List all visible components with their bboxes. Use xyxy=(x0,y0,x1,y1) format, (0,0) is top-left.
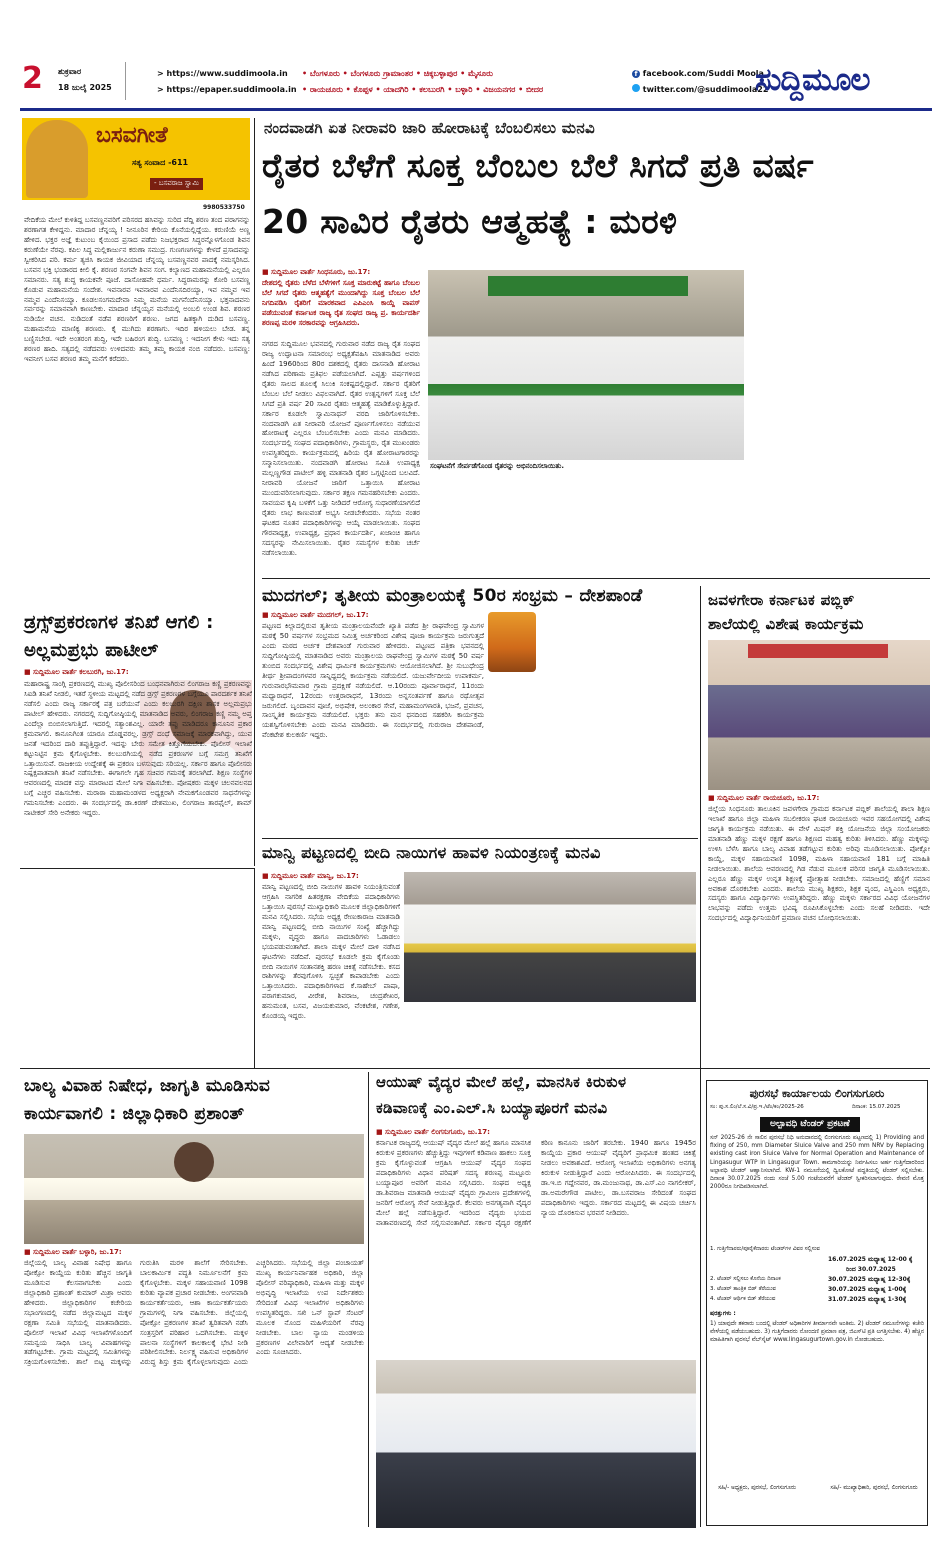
website-link[interactable]: > https://www.suddimoola.in xyxy=(157,69,288,78)
tender-conditions-title: ಷರತ್ತುಗಳು : xyxy=(710,1310,736,1317)
drugs-dateline: ■ ಸುದ್ದಿಮೂಲ ವಾರ್ತೆ ಕಲಬುರಗಿ, ಜು.17: xyxy=(24,668,129,676)
javal-body: ಜಿಲ್ಲೆಯ ಸಿಂಧನೂರು ತಾಲೂಕಿನ ಜವಳಗೇರಾ ಗ್ರಾಮದ ಕರ್ನಾಟಕ ಪಬ್ಲಿಕ್ ಶಾಲೆಯಲ್ಲಿ ಶಾಲಾ ಶಿಕ್ಷಣ ಇಲಾಖೆ ಹಾಗೂ ಜಿಲ್ಲಾ ಮಹಿಳಾ ಸಬಲೀಕರಣ ಘಟಕ ರಾಯಚೂರು ಇವರ ಸಹಯೋಗದಲ್ಲಿ ವಿಶೇಷ ಜಾಗೃತಿ ಕಾರ್ಯಕ್ರಮ ನಡೆಯಿತು. ಈ ವೇಳೆ ಮಿಷನ್ ಶಕ್ತಿ ಯೋಜನೆಯ ಜಿಲ್ಲಾ ಸಂಯೋಜಕರು ಮಾತನಾಡಿ ಹೆಣ್ಣು ಮಕ್ಕಳ ರಕ್ಷಣೆ ಹಾಗೂ ಶಿಕ್ಷಣದ ಮಹತ್ವ ಕುರಿತು ತಿಳಿಸಿದರು. ಹೆಣ್ಣು ಮಕ್ಕಳನ್ನು ಉಳಿಸಿ ಬೆಳೆಸಿ ಹಾಗೂ ಬಾಲ್ಯ ವಿವಾಹ ತಡೆಗಟ್ಟುವ ಕುರಿತು ಅರಿವು ಮೂಡಿಸಲಾಯಿತು. ಪೋಕ್ಸೋ ಕಾಯ್ದೆ, ಮಕ್ಕಳ ಸಹಾಯವಾಣಿ 1098, ಮಹಿಳಾ ಸಹಾಯವಾಣಿ 181 ಬಗ್ಗೆ ಮಾಹಿತಿ ನೀಡಲಾಯಿತು. ಶಾಲೆಯ ಆವರಣದಲ್ಲಿ ಗಿಡ ನೆಡುವ ಮೂಲಕ ಪರಿಸರ ಜಾಗೃತಿ ಮೂಡಿಸಲಾಯಿತು. ಎಲ್ಲರೂ ಹೆಣ್ಣು ಮಕ್ಕಳ ಉನ್ನತ ಶಿಕ್ಷಣಕ್ಕೆ ಪ್ರೋತ್ಸಾಹ ನೀಡಬೇಕು. ಸಮಾಜದಲ್ಲಿ ಹೆಣ್ಣಿಗೆ ಸಮಾನ ಅವಕಾಶ ದೊರಕಬೇಕು ಎಂದರು. ಶಾಲೆಯ ಮುಖ್ಯ ಶಿಕ್ಷಕರು, ಶಿಕ್ಷಕ ವೃಂದ, ಎಸ್ಡಿಎಂಸಿ ಅಧ್ಯಕ್ಷರು, ಸದಸ್ಯರು ಹಾಗೂ ವಿದ್ಯಾರ್ಥಿಗಳು ಉಪಸ್ಥಿತರಿದ್ದರು. ಹೆಣ್ಣು ಮಕ್ಕಳು ಸರ್ಕಾರದ ವಿವಿಧ ಯೋಜನೆಗಳ ಲಾಭವನ್ನು ಪಡೆದು ಉತ್ತಮ ಭವಿಷ್ಯ ರೂಪಿಸಿಕೊಳ್ಳಬೇಕು ಎಂದು ಸಲಹೆ ನೀಡಿದರು. ಇದೇ ಸಂದರ್ಭದಲ್ಲಿ ವಿದ್ಯಾರ್ಥಿನಿಯರಿಗೆ ಪ್ರಮಾಣ ವಚನ ಬೋಧಿಸಲಾಯಿತು. xyxy=(708,805,930,923)
basava-body: ವೇದಿಕೆಯ ಮೇಲೆ ಕುಳಿತಿದ್ದ ಬಸವಣ್ಣನವರಿಗೆ ಪರಿಸರದ ಹಸಿವನ್ನು ಸುರಿದ ಪೆದ್ದಿ ಶರಣ ತಂದ ಪರಾಗನನ್ನು ಶರಣಾಗತ ಕೇಳಿದ್ದನು. ಮಾದಾರ ಚೆನ್ನಯ್ಯ ! ನೀನೂರಿನ ಕೇರಿಯ ಕೊನೆಯಲ್ಲಿದ್ದೆಯ. ಕರುಣಿಯೆ ಅಣ್ಣ ಹೇಳಿದ. ಭಕ್ತರ ಅಜ್ಞೆ ಕುಟುಂಬ ಕೈಯಿಂದ ಪ್ರಸಾದ ಪಡೆದು ನಿಜಭಕ್ತರಾದ ಸಿದ್ಧರನ್ನೊಳಗೊಂಡ ಶಿವನ ಕರುಣೆಯೇ ನೆರವು. ಕಪಿಲ ಸಿದ್ಧ ಮಲ್ಲಿಕಾರ್ಜುನ ಕರುಣಾ ಸಮುದ್ರ. ಗುಣಗಣಗಳನ್ನು ಕೇಳದೆ ಪ್ರಸಾದವನ್ನು ಸ್ವೀಕರಿಸಿದ ಪರಿ. ಕರ್ಮ ತ್ಯಜಿಸಿ ಕಾಯಕ ಜೀವಿಯಾದ ಚೆನ್ನಯ್ಯ ಬಸವಣ್ಣನವರ ಪಾದಕ್ಕೆ ನಮಸ್ಕರಿಸಿದ. ಬಸವನ ಭಕ್ತಿ ಭಂಡಾರದ ಕೀಲಿ ಕೈ. ಶರಣರ ಸಂಗವೇ ಶಿವನ ಸಂಗ. ಕಲ್ಯಾಣದ ಮಹಾಮನೆಯಲ್ಲಿ ಎಲ್ಲರೂ ಸಮಾನರು. ಸತ್ಯ ಶುದ್ಧ ಕಾಯಕವೇ ಪೂಜೆ. ದಾಸೋಹವೇ ಧರ್ಮ. ಸಿದ್ಧರಾಮರನ್ನು ಕೋರಿ ಬಸವಣ್ಣ ಕೊಡುವ ಮಹಾಮನೆಯ ಸಂದೇಶ. ಇವನಾರವ ಇವನಾರವ ಎಂದೆನಿಸದಿರಯ್ಯಾ, ಇವ ನಮ್ಮವ ಇವ ನಮ್ಮವ ಎಂದೆನಿಸಯ್ಯಾ. ಕೂಡಲಸಂಗಮದೇವಾ ನಿಮ್ಮ ಮನೆಯ ಮಗನೆಂದೆನಿಸಯ್ಯಾ. ಭಕ್ತನಾದವನು ಸರ್ವರನ್ನು ಸಮಾನವಾಗಿ ಕಾಣಬೇಕು. ಮಾದಾರ ಚೆನ್ನಯ್ಯನ ಮನೆಯಲ್ಲಿ ಅಂಬಲಿ ಉಂಡ ಶಿವ. ಶರಣರ ನುಡಿಯೇ ವಚನ. ನುಡಿದಂತೆ ನಡೆವ ಶರಣರಿಗೆ ಶರಣು. ಜಗದ ಹಿತಕ್ಕಾಗಿ ದುಡಿದ ಬಸವಣ್ಣ. ಮಹಾಮನೆಯ ಮಾಣಿಕ್ಯ ಶರಣರು. ಕೈ ಮುಗಿದು ಶರಣಾಗು. ಇದಿರ ಹಳಿಯಲು ಬೇಡ. ತನ್ನ ಬಣ್ಣಿಸಬೇಡ. ಇದೇ ಅಂತರಂಗ ಶುದ್ಧಿ, ಇದೇ ಬಹಿರಂಗ ಶುದ್ಧಿ. ಬಸವಣ್ಣ : ಇದನೀಗ ಕೇಳು ಇದು ಸತ್ಯ ಶರಣರ ಹಾದಿ. ಸತ್ಯದಲ್ಲಿ ನಡೆದವರು ಉಳಿದವರು ತಮ್ಮ ತಮ್ಮ ಕಾಯಕ ನಂಬಿ ನಡೆದರು. ಬಸವಣ್ಣ: ಇವನೀಗ ಬಸವ ಶರಣರ ತಮ್ಮ ಮನೆಗೆ ಕರೆದರು. xyxy=(24,216,250,364)
javal-photo xyxy=(708,640,930,790)
tender-ref: ಸಂ: ಪು.ಸ.ಲಿಂ/ಲೆ.ಸ.ವಿ/ಪ್ರ.ಇ./ಟೆಂ/ಕಂ/2025-26 xyxy=(710,1104,804,1110)
lead-photo xyxy=(428,270,744,460)
lead-caption: ಸಂಘಟನೆಗೆ ಸೇರ್ಪಡೆಗೊಂಡ ರೈತರನ್ನು ಅಭಿನಂದಿಸಲಾಯಿತು. xyxy=(430,462,565,470)
mudgal-dateline: ■ ಸುದ್ದಿಮೂಲ ವಾರ್ತೆ ಮುದಗಲ್, ಜು.17: xyxy=(262,611,369,619)
manvi-dateline: ■ ಸುದ್ದಿಮೂಲ ವಾರ್ತೆ ಮಾನ್ವಿ, ಜು.17: xyxy=(262,872,359,880)
twitter-icon xyxy=(632,84,640,92)
tender-signature-2: ಸಹಿ/- ಮುಖ್ಯಾಧಿಕಾರಿ, ಪುರಸಭೆ, ಲಿಂಗಸುಗೂರು xyxy=(830,1485,918,1491)
lead-headline-1: ರೈತರ ಬೆಳೆಗೆ ಸೂಕ್ತ ಬೆಂಬಲ ಬೆಲೆ ಸಿಗದೆ ಪ್ರತಿ ವರ್ಷ xyxy=(262,146,814,185)
basava-phone: 9980533750 xyxy=(203,204,245,211)
tender-signature-1: ಸಹಿ/- ಅಧ್ಯಕ್ಷರು, ಪುರಸಭೆ, ಲಿಂಗಸುಗೂರು xyxy=(718,1485,796,1491)
lead-dateline: ■ ಸುದ್ದಿಮೂಲ ವಾರ್ತೆ ಸಿಂಧನೂರು, ಜು.17: xyxy=(262,268,371,276)
manvi-body-2 xyxy=(404,1004,696,1064)
mudgal-body-2 xyxy=(540,612,696,834)
tender-notice-title: ಅಲ್ಪಾವಧಿ ಟೆಂಡರ್ ಪ್ರಕಟಣೆ xyxy=(760,1117,860,1132)
facebook-link[interactable] xyxy=(632,68,764,79)
facebook-text: facebook.com/Suddi Moola xyxy=(642,69,764,78)
javal-headline-1: ಜವಳಗೇರಾ ಕರ್ನಾಟಕ ಪಬ್ಲಿಕ್ xyxy=(708,591,855,609)
ayush-dateline: ■ ಸುದ್ದಿಮೂಲ ವಾರ್ತೆ ಲಿಂಗಸುಗೂರು, ಜು.17: xyxy=(376,1128,490,1136)
tender-label-1: 2. ಟೆಂಡರ್ ಸಲ್ಲಿಸಲು ಕೊನೆಯ ದಿನಾಂಕ xyxy=(710,1276,781,1282)
tender-dates-title: 1. ಗುತ್ತಿಗೆದಾರರು/ಪೂರೈಕೆದಾರರು ಟೆಂಡರ್‌ಗಳ ವಿವರ ಸಲ್ಲಿಸುವ xyxy=(710,1246,820,1252)
ayush-photo xyxy=(376,1360,696,1528)
mudgal-photo xyxy=(488,612,536,672)
epaper-link[interactable]: > https://epaper.suddimoola.in xyxy=(157,85,297,94)
tender-date-1: 16.07.2025 ಮಧ್ಯಾಹ್ನ 12-00 ಕ್ಕೆ xyxy=(828,1256,913,1263)
manvi-body: ಮಾನ್ವಿ ಪಟ್ಟಣದಲ್ಲಿ ಬೀದಿ ನಾಯಿಗಳ ಹಾವಳಿ ನಿಯಂತ್ರಿಸುವಂತೆ ಆಗ್ರಹಿಸಿ ನಾಗರಿಕ ಹಿತರಕ್ಷಣಾ ವೇದಿಕೆಯ ಪದಾಧಿಕಾರಿಗಳು ಒತ್ತಾಯಿಸಿ ಪುರಸಭೆ ಮುಖ್ಯಾಧಿಕಾರಿ ಮೂಲಕ ಜಿಲ್ಲಾಧಿಕಾರಿಗಳಿಗೆ ಮನವಿ ಸಲ್ಲಿಸಿದರು. ಸಭೆಯ ಅಧ್ಯಕ್ಷ ರೇಣುಕಾರಾಜ ಮಾತನಾಡಿ ಮಾನ್ವಿ ಪಟ್ಟಣದಲ್ಲಿ ಬೀದಿ ನಾಯಿಗಳ ಸಂಖ್ಯೆ ಹೆಚ್ಚಾಗಿದ್ದು ಮಕ್ಕಳು, ವೃದ್ಧರು ಹಾಗೂ ಪಾದಚಾರಿಗಳು ಓಡಾಡಲು ಭಯಪಡುವಂತಾಗಿದೆ. ಶಾಲಾ ಮಕ್ಕಳ ಮೇಲೆ ದಾಳಿ ನಡೆಸಿದ ಘಟನೆಗಳು ನಡೆದಿವೆ. ಪುರಸಭೆ ಕೂಡಲೇ ಕ್ರಮ ಕೈಗೊಂಡು ಬೀದಿ ನಾಯಿಗಳ ಸಂತಾನಶಕ್ತಿ ಹರಣ ಚಿಕಿತ್ಸೆ ನಡೆಸಬೇಕು. ಕಸದ ರಾಶಿಗಳನ್ನು ತೆರವುಗೊಳಿಸಿ ಸ್ವಚ್ಛತೆ ಕಾಪಾಡಬೇಕು ಎಂದು ಒತ್ತಾಯಿಸಿದರು. ಪದಾಧಿಕಾರಿಗಳಾದ ಕೆ.ಸಾಹೇಬ್ ಪಾಷಾ, ಪರಾಗಕುಮಾರ, ವೀರೇಶ, ಶಿವರಾಜ, ಚಂದ್ರಶೇಖರ, ಹನುಮಂತ, ಬಸವ, ವಿಜಯಕುಮಾರ, ವೆಂಕಟೇಶ, ಗಣೇಶ, ಕೊಂಡಯ್ಯ ಇದ್ದರು. xyxy=(262,883,400,1021)
day: ಶುಕ್ರವಾರ xyxy=(58,67,82,76)
basava-portrait xyxy=(26,120,88,198)
drugs-headline-1: ಡ್ರಗ್ಸ್‌ಪ್ರಕರಣಗಳ ತನಿಖೆ ಆಗಲಿ : xyxy=(24,612,214,633)
website-text: https://www.suddimoola.in xyxy=(166,69,288,78)
lead-body-2 xyxy=(428,476,744,572)
child-photo-person xyxy=(174,1142,214,1182)
basava-title: ಬಸವಗೀತೆ xyxy=(96,123,168,148)
lead-body: ನಗರದ ಸುದ್ದಿಮೂಲ ಭವನದಲ್ಲಿ ಗುರುವಾರ ನಡೆದ ರಾಜ್ಯ ರೈತ ಸಂಘದ ರಾಜ್ಯ ಉದ್ಘಾಟನಾ ಸಮಾರಂಭ ಅಧ್ಯಕ್ಷತೆವಹಿಸಿ ಮಾತನಾಡಿದ ಅವರು ಹಿಂದೆ 1960ರಿಂದ 80ರ ದಶಕದಲ್ಲಿ ರೈತರು ದಾಸನಾಡಿ ಹೋರಾಟ ನಡೆಸಿದ ಪರಿಣಾಮ ಪ್ರತಿಫಲ ಪಡೆಯಲಾಗಿದೆ. ಎಪ್ಪತ್ತು ವರ್ಷಗಳಿಂದ ರೈತರು ಸಾಲದ ಶೂಲಕ್ಕೆ ಸಿಲುಕಿ ಸಂಕಷ್ಟದಲ್ಲಿದ್ದಾರೆ. ಸರ್ಕಾರ ರೈತರಿಗೆ ಬೆಂಬಲ ಬೆಲೆ ನೀಡಲು ವಿಫಲವಾಗಿದೆ. ರೈತರ ಉತ್ಪನ್ನಗಳಿಗೆ ಸೂಕ್ತ ಬೆಲೆ ಸಿಗದೆ ಪ್ರತಿ ವರ್ಷ 20 ಸಾವಿರ ರೈತರು ಆತ್ಮಹತ್ಯೆ ಮಾಡಿಕೊಳ್ಳುತ್ತಿದ್ದಾರೆ. ಸರ್ಕಾರ ಕೂಡಲೇ ಸ್ವಾಮಿನಾಥನ್ ವರದಿ ಜಾರಿಗೊಳಿಸಬೇಕು. ನಂದವಾಡಗಿ ಏತ ನೀರಾವರಿ ಯೋಜನೆ ಪೂರ್ಣಗೊಳಿಸಲು ನಡೆಯುವ ಹೋರಾಟಕ್ಕೆ ಎಲ್ಲರೂ ಬೆಂಬಲಿಸಬೇಕು ಎಂದು ಮನವಿ ಮಾಡಿದರು. ಸಂದರ್ಭದಲ್ಲಿ ಸಂಘದ ಪದಾಧಿಕಾರಿಗಳು, ಗ್ರಾಮಸ್ಥರು, ರೈತ ಮುಖಂಡರು ಉಪಸ್ಥಿತರಿದ್ದರು. ಕಾರ್ಯಕ್ರಮದಲ್ಲಿ ಹಿರಿಯ ರೈತ ಹೋರಾಟಗಾರರನ್ನು ಸನ್ಮಾನಿಸಲಾಯಿತು. ನಂದವಾಡಗಿ ಹೋರಾಟ ಸಮಿತಿ ಉಪಾಧ್ಯಕ್ಷ ಮಲ್ಲಣ್ಣಗೌಡ ಪಾಟೀಲ್ ಹಳ್ಳಿ ಮಾತನಾಡಿ ರೈತರ ಒಗ್ಗಟ್ಟಿನಿಂದ ಬಲವಿದೆ. ನೀರಾವರಿ ಯೋಜನೆ ಜಾರಿಗೆ ಒತ್ತಾಯಿಸಿ ಹೋರಾಟ ಮುಂದುವರಿಸಲಾಗುವುದು. ಸರ್ಕಾರ ತಕ್ಷಣ ಗಮನಹರಿಸಬೇಕು ಎಂದರು. ಸಾವಯವ ಕೃಷಿ ಬಳಕೆಗೆ ಒತ್ತು ನೀಡಿದರೆ ಆರೋಗ್ಯ ಸುಧಾರಣೆಯಾಗಲಿದೆ ರೈತರು ಲಾಭ ಕಾಣುವಂತೆ ಅಭ್ಯಸಿ ನೀಡಬೇಕೆಂದರು. ಸಭೆಯ ನಂತರ ಘಟಕದ ನೂತನ ಪದಾಧಿಕಾರಿಗಳನ್ನು ಆಯ್ಕೆ ಮಾಡಲಾಯಿತು. ಸಂಘದ ಗೌರವಾಧ್ಯಕ್ಷ, ಉಪಾಧ್ಯಕ್ಷ, ಪ್ರಧಾನ ಕಾರ್ಯದರ್ಶಿ, ಖಜಾಂಚಿ ಹಾಗೂ ಸದಸ್ಯರನ್ನು ನೇಮಿಸಲಾಯಿತು. ರೈತರ ಸಮಸ್ಯೆಗಳ ಕುರಿತು ಚರ್ಚೆ ನಡೆಸಲಾಯಿತು. xyxy=(262,340,420,557)
tender-date-5: 31.07.2025 ಮಧ್ಯಾಹ್ನ 1-30ಕ್ಕೆ xyxy=(828,1296,907,1303)
ayush-body: ಕರ್ನಾಟಕ ರಾಜ್ಯದಲ್ಲಿ ಆಯುಷ್ ವೈದ್ಯರ ಮೇಲೆ ಹಲ್ಲೆ ಹಾಗೂ ಮಾನಸಿಕ ಕಿರುಕುಳ ಪ್ರಕರಣಗಳು ಹೆಚ್ಚುತ್ತಿದ್ದು ಇವುಗಳಿಗೆ ಕಡಿವಾಣ ಹಾಕಲು ಸೂಕ್ತ ಕ್ರಮ ಕೈಗೊಳ್ಳುವಂತೆ ಆಗ್ರಹಿಸಿ ಆಯುಷ್ ವೈದ್ಯರ ಸಂಘದ ಪದಾಧಿಕಾರಿಗಳು ವಿಧಾನ ಪರಿಷತ್ ಸದಸ್ಯ ಶರಣಪ್ಪ ಮಟ್ಟೂರು ಬಯ್ಯಾಪೂರ ಅವರಿಗೆ ಮನವಿ ಸಲ್ಲಿಸಿದರು. ಸಂಘದ ಅಧ್ಯಕ್ಷ ಡಾ.ಶಿವರಾಜ ಮಾತನಾಡಿ ಆಯುಷ್ ವೈದ್ಯರು ಗ್ರಾಮೀಣ ಪ್ರದೇಶಗಳಲ್ಲಿ ಜನರಿಗೆ ಆರೋಗ್ಯ ಸೇವೆ ನೀಡುತ್ತಿದ್ದಾರೆ. ಕೆಲವರು ಅನಗತ್ಯವಾಗಿ ವೈದ್ಯರ ಮೇಲೆ ಹಲ್ಲೆ ನಡೆಸುತ್ತಿದ್ದಾರೆ. ಇದರಿಂದ ವೈದ್ಯರು ಭಯದ ವಾತಾವರಣದಲ್ಲಿ ಸೇವೆ ಸಲ್ಲಿಸುವಂತಾಗಿದೆ. ಸರ್ಕಾರ ವೈದ್ಯರ ರಕ್ಷಣೆಗೆ ಕಠಿಣ ಕಾನೂನು ಜಾರಿಗೆ ತರಬೇಕು. 1940 ಹಾಗೂ 1945ರ ಕಾಯ್ದೆಯ ಪ್ರಕಾರ ಆಯುಷ್ ವೈದ್ಯರಿಗೆ ಪ್ರಾಥಮಿಕ ಹಂತದ ಚಿಕಿತ್ಸೆ ನೀಡಲು ಅವಕಾಶವಿದೆ. ಆರೋಗ್ಯ ಇಲಾಖೆಯ ಅಧಿಕಾರಿಗಳು ಅನಗತ್ಯ ಕಿರುಕುಳ ನೀಡುತ್ತಿದ್ದಾರೆ ಎಂದು ಆರೋಪಿಸಿದರು. ಈ ಸಂದರ್ಭದಲ್ಲಿ ಡಾ.ಇ.ಬಿ ಗದ್ದೇನವರ, ಡಾ.ಮಂಜುನಾಥ, ಡಾ.ಎಸ್.ಎಂ ನಾಗಲೀಕರ್, ಡಾ.ಅಮರೇಗೌಡ ಪಾಟೀಲ, ಡಾ.ಬಸವರಾಜ ಸೇರಿದಂತೆ ಸಂಘದ ಪದಾಧಿಕಾರಿಗಳು ಇದ್ದರು. ಸರ್ಕಾರದ ಮಟ್ಟದಲ್ಲಿ ಈ ವಿಷಯ ಚರ್ಚಿಸಿ ನ್ಯಾಯ ದೊರಕಿಸುವ ಭರವಸೆ ನೀಡಿದರು. xyxy=(376,1139,696,1227)
cities-row-1: • ಬೆಂಗಳೂರು • ಬೆಂಗಳೂರು ಗ್ರಾಮಾಂತರ • ಚಿಕ್ಕಬಳ್ಳಾಪುರ • ಮೈಸೂರು xyxy=(302,69,493,78)
basava-author: - ಬಸವರಾಜ ಸ್ವಾಮಿ xyxy=(150,178,203,190)
lead-kicker: ನಂದವಾಡಗಿ ಏತ ನೀರಾವರಿ ಜಾರಿ ಹೋರಾಟಕ್ಕೆ ಬೆಂಬಲಿಸಲು ಮನವಿ xyxy=(264,119,595,137)
mudgal-body: ಪಟ್ಟಣದ ಕಿಲ್ಲಾದಲ್ಲಿರುವ ತೃತೀಯ ಮಂತ್ರಾಲಯವೆಂದೇ ಖ್ಯಾತಿ ಪಡೆದ ಶ್ರೀ ರಾಘವೇಂದ್ರ ಸ್ವಾಮಿಗಳ ಮಠಕ್ಕೆ 50 ವರ್ಷಗಳ ಸಂಭ್ರಮದ ನಿಮಿತ್ತ ಅರ್ಚಕರಿಂದ ವಿಶೇಷ ಪೂಜಾ ಕಾರ್ಯಕ್ರಮ ಜರುಗುತ್ತದೆ ಎಂದು ಮಠದ ಅರ್ಚಕ ದೇಶಪಾಂಡೆ ಗುರುವಾರ ಹೇಳಿದರು. ಪಟ್ಟಣದ ಪತ್ರಿಕಾ ಭವನದಲ್ಲಿ ಸುದ್ದಿಗೋಷ್ಠಿಯಲ್ಲಿ ಮಾತನಾಡಿದ ಅವರು ಮಂತ್ರಾಲಯ ರಾಘವೇಂದ್ರ ಸ್ವಾಮಿಗಳ ಮಠಕ್ಕೆ 50 ವರ್ಷ ತುಂಬಿದ ಸಂದರ್ಭದಲ್ಲಿ ವಿಶೇಷ ಧಾರ್ಮಿಕ ಕಾರ್ಯಕ್ರಮಗಳು ಆಯೋಜಿಸಲಾಗಿದೆ. ಶ್ರೀ ಸುಬುಧೇಂದ್ರ ತೀರ್ಥ ಶ್ರೀಪಾದಂಗಳವರ ಸಾನ್ನಿಧ್ಯದಲ್ಲಿ ಕಾರ್ಯಕ್ರಮ ನಡೆಯಲಿದೆ. ಯಜುರ್ವೇದೀಯ ಉಪಾಕರ್ಮ, ಗುರುವಾರಭೌಮವಾರ ಗ್ರಾಮ ಪ್ರದಕ್ಷಿಣೆ ನಡೆಯಲಿದೆ. ಆ.10ರಂದು ಪೂರ್ವಾರಾಧನೆ, 11ರಂದು ಮಧ್ಯಾರಾಧನೆ, 12ರಂದು ಉತ್ತರಾರಾಧನೆ, 13ರಂದು ಅನ್ನಸಂತರ್ಪಣೆ ಹಾಗೂ ರಥೋತ್ಸವ ಜರುಗಲಿದೆ. ಬೃಂದಾವನ ಪೂಜೆ, ಅಭಿಷೇಕ, ಅಲಂಕಾರ ಸೇವೆ, ಮಹಾಮಂಗಳಾರತಿ, ಭಜನೆ, ಪ್ರವಚನ, ಸಾಂಸ್ಕೃತಿಕ ಕಾರ್ಯಕ್ರಮ ನಡೆಯಲಿದೆ. ಭಕ್ತರು ತನು ಮನ ಧನದಿಂದ ಸಹಕರಿಸಿ ಕಾರ್ಯಕ್ರಮ ಯಶಸ್ವಿಗೊಳಿಸಬೇಕು ಎಂದು ಮನವಿ ಮಾಡಿದರು. ಈ ಸಂದರ್ಭದಲ್ಲಿ ಗುರುರಾಜ ದೇಶಪಾಂಡೆ, ವೆಂಕಟೇಶ ಕುಲಕರ್ಣಿ ಇದ್ದರು. xyxy=(262,622,484,740)
mudgal-headline: ಮುದಗಲ್; ತೃತೀಯ ಮಂತ್ರಾಲಯಕ್ಕೆ 50ರ ಸಂಭ್ರಮ – ದೇಶಪಾಂಡೆ xyxy=(262,586,643,606)
tender-date-2: ರಿಂದ 30.07.2025 xyxy=(846,1266,896,1273)
javal-photo-banner xyxy=(748,644,888,658)
javal-headline-2: ಶಾಲೆಯಲ್ಲಿ ವಿಶೇಷ ಕಾರ್ಯಕ್ರಮ xyxy=(708,615,864,633)
brand-logo: ಸುದ್ದಿಮೂಲ xyxy=(755,62,870,98)
masthead xyxy=(0,60,945,105)
page-number: 2 xyxy=(22,61,43,96)
facebook-icon: f xyxy=(632,70,640,78)
child-headline-1: ಬಾಲ್ಯ ವಿವಾಹ ನಿಷೇಧ, ಜಾಗೃತಿ ಮೂಡಿಸುವ xyxy=(24,1076,271,1096)
tender-body: ಸನ್ 2025-26 ನೇ ಸಾಲಿನ ಪುರಸಭೆ ನಿಧಿ ಅನುದಾನದಲ್ಲಿ ಲಿಂಗಸುಗೂರು ಪಟ್ಟಣದಲ್ಲಿ 1) Providing and fixing of 250, mm Diameter Sluice Valve and 250 mm NRV by Replacing existing cast iron Sluice Valve for Normal Operation and Maintenance of Lingasugur WTP in Lingasugur Town. ಕಾಮಗಾರಿಯನ್ನು ನಿರ್ವಹಿಸಲು ಅರ್ಹ ಗುತ್ತಿಗೆದಾರರಿಂದ ಅಲ್ಪಾವಧಿ ಟೆಂಡರ್ ಆಹ್ವಾನಿಸಲಾಗಿದೆ. KW-1 ನಮೂನೆಯಲ್ಲಿ ದ್ವಿಲಕೋಟೆ ಪದ್ಧತಿಯಲ್ಲಿ ಟೆಂಡರ್ ಸಲ್ಲಿಸಬೇಕು. ದಿನಾಂಕ 30.07.2025 ರಂದು ಸಂಜೆ 5.00 ಗಂಟೆಯವರೆಗೆ ಟೆಂಡರ್ ಸ್ವೀಕರಿಸಲಾಗುವುದು. ಠೇವಣಿ ಮೊತ್ತ 2000ರೂ ನಿಗದಿಪಡಿಸಲಾಗಿದೆ. xyxy=(710,1135,924,1191)
basava-subtitle: ಸತ್ಯ ಸಂವಾದ -611 xyxy=(132,158,189,167)
drugs-body-continued xyxy=(24,868,252,1064)
manvi-photo xyxy=(404,872,696,1002)
manvi-headline: ಮಾನ್ವಿ ಪಟ್ಟಣದಲ್ಲಿ ಬೀದಿ ನಾಯಿಗಳ ಹಾವಳಿ ನಿಯಂತ್ರಣಕ್ಕೆ ಮನವಿ xyxy=(262,843,601,862)
child-dateline: ■ ಸುದ್ದಿಮೂಲ ವಾರ್ತೆ ಬಳ್ಳಾರಿ, ಜು.17: xyxy=(24,1248,122,1256)
twitter-text: twitter.com/@suddimoola22 xyxy=(642,85,769,94)
javal-dateline: ■ ಸುದ್ದಿಮೂಲ ವಾರ್ತೆ ರಾಯಚೂರು, ಜು.17: xyxy=(708,794,820,802)
tender-label-2: 3. ಟೆಂಡರ್ ತಾಂತ್ರಿಕ ಬಿಡ್ ತೆರೆಯುವ xyxy=(710,1286,776,1292)
tender-conditions: 1) ಯಾವುದೇ ತಕರಾರು ಬಂದಲ್ಲಿ ಟೆಂಡರ್ ಅಧಿಕಾರಿಗಳ ತೀರ್ಮಾನವೇ ಅಂತಿಮ. 2) ಟೆಂಡರ್ ನಮೂನೆಗಳನ್ನು ಕಚೇರಿ ವೇಳೆಯಲ್ಲಿ ಪಡೆಯಬಹುದು. 3) ಗುತ್ತಿಗೆದಾರರು ನೋಂದಣಿ ಪ್ರಮಾಣ ಪತ್ರ, ಜಿಎಸ್‌ಟಿ ಪ್ರತಿ ಲಗತ್ತಿಸಬೇಕು. 4) ಹೆಚ್ಚಿನ ಮಾಹಿತಿಗಾಗಿ ಪುರಸಭೆ ವೆಬ್‌ಸೈಟ್ www.lingasugurtown.gov.in ನೋಡಬಹುದು. xyxy=(710,1321,924,1344)
ayush-headline-1: ಆಯುಷ್ ವೈದ್ಯರ ಮೇಲೆ ಹಲ್ಲೆ, ಮಾನಸಿಕ ಕಿರುಕುಳ xyxy=(376,1073,627,1091)
lead-lede: ದೇಶದಲ್ಲಿ ರೈತರು ಬೆಳೆದ ಬೆಳೆಗಳಿಗೆ ಸೂಕ್ತ ಮಾರುಕಟ್ಟೆ ಹಾಗೂ ಬೆಂಬಲ ಬೆಲೆ ಸಿಗದೆ ರೈತರು ಆತ್ಮಹತ್ಯೆಗೆ ಮುಂದಾಗಿದ್ದು ಸೂಕ್ತ ಬೆಂಬಲ ಬೆಲೆ ನಿಗದಿಪಡಿಸಿ ರೈತರಿಗೆ ಮಾರಕವಾದ ಎಪಿಎಂಸಿ ಕಾಯ್ದೆ ವಾಪಸ್ ಪಡೆಯುವಂತೆ ಕರ್ನಾಟಕ ರಾಜ್ಯ ರೈತ ಸಂಘದ ರಾಜ್ಯ ಪ್ರ. ಕಾರ್ಯದರ್ಶಿ ಶರಣಪ್ಪ ಮರಳಿ ಸರಕಾರವನ್ನು ಆಗ್ರಹಿಸಿದರು. xyxy=(262,279,420,327)
lead-body-3 xyxy=(752,270,930,572)
epaper-text: https://epaper.suddimoola.in xyxy=(166,85,297,94)
date: 18 ಜುಲೈ 2025 xyxy=(58,83,112,92)
child-body: ಜಿಲ್ಲೆಯಲ್ಲಿ ಬಾಲ್ಯ ವಿವಾಹ ನಿಷೇಧ ಹಾಗೂ ಪೋಕ್ಸೋ ಕಾಯ್ದೆಯ ಕುರಿತು ಹೆಚ್ಚಿನ ಜಾಗೃತಿ ಮೂಡಿಸುವ ಕೆಲಸವಾಗಬೇಕು ಎಂದು ಜಿಲ್ಲಾಧಿಕಾರಿ ಪ್ರಶಾಂತ್ ಕುಮಾರ್ ಮಿಶ್ರಾ ಅವರು ಹೇಳಿದರು. ಜಿಲ್ಲಾಧಿಕಾರಿಗಳ ಕಚೇರಿಯ ಸಭಾಂಗಣದಲ್ಲಿ ನಡೆದ ಜಿಲ್ಲಾಮಟ್ಟದ ಮಕ್ಕಳ ರಕ್ಷಣಾ ಸಮಿತಿ ಸಭೆಯಲ್ಲಿ ಮಾತನಾಡಿದರು. ಪೊಲೀಸ್ ಇಲಾಖೆ ವಿವಿಧ ಇಲಾಖೆಗಳೊಂದಿಗೆ ಸಮನ್ವಯ ಸಾಧಿಸಿ ಬಾಲ್ಯ ವಿವಾಹಗಳನ್ನು ತಡೆಗಟ್ಟಬೇಕು. ಗ್ರಾಮ ಮಟ್ಟದಲ್ಲಿ ಸಮಿತಿಗಳನ್ನು ಸಕ್ರಿಯಗೊಳಿಸಬೇಕು. ಶಾಲೆ ಬಿಟ್ಟ ಮಕ್ಕಳನ್ನು ಗುರುತಿಸಿ ಮರಳಿ ಶಾಲೆಗೆ ಸೇರಿಸಬೇಕು. ಬಾಲಕಾರ್ಮಿಕ ಪದ್ಧತಿ ನಿರ್ಮೂಲನೆಗೆ ಕ್ರಮ ಕೈಗೊಳ್ಳಬೇಕು. ಮಕ್ಕಳ ಸಹಾಯವಾಣಿ 1098 ಕುರಿತು ವ್ಯಾಪಕ ಪ್ರಚಾರ ನೀಡಬೇಕು. ಅಂಗನವಾಡಿ ಕಾರ್ಯಕರ್ತೆಯರು, ಆಶಾ ಕಾರ್ಯಕರ್ತೆಯರು ಗ್ರಾಮಗಳಲ್ಲಿ ನಿಗಾ ವಹಿಸಬೇಕು. ಜಿಲ್ಲೆಯಲ್ಲಿ ಪೋಕ್ಸೋ ಪ್ರಕರಣಗಳ ತನಿಖೆ ತ್ವರಿತವಾಗಿ ನಡೆಸಿ ಸಂತ್ರಸ್ತರಿಗೆ ಪರಿಹಾರ ಒದಗಿಸಬೇಕು. ಮಕ್ಕಳ ಪಾಲನಾ ಸಂಸ್ಥೆಗಳಿಗೆ ಕಾಲಕಾಲಕ್ಕೆ ಭೇಟಿ ನೀಡಿ ಪರಿಶೀಲಿಸಬೇಕು. ನಿರ್ಲಕ್ಷ್ಯ ವಹಿಸುವ ಅಧಿಕಾರಿಗಳ ವಿರುದ್ಧ ಶಿಸ್ತು ಕ್ರಮ ಕೈಗೊಳ್ಳಲಾಗುವುದು ಎಂದು ಎಚ್ಚರಿಸಿದರು. ಸಭೆಯಲ್ಲಿ ಜಿಲ್ಲಾ ಪಂಚಾಯತ್ ಮುಖ್ಯ ಕಾರ್ಯನಿರ್ವಾಹಕ ಅಧಿಕಾರಿ, ಜಿಲ್ಲಾ ಪೊಲೀಸ್ ವರಿಷ್ಠಾಧಿಕಾರಿ, ಮಹಿಳಾ ಮತ್ತು ಮಕ್ಕಳ ಅಭಿವೃದ್ಧಿ ಇಲಾಖೆಯ ಉಪ ನಿರ್ದೇಶಕರು ಸೇರಿದಂತೆ ವಿವಿಧ ಇಲಾಖೆಗಳ ಅಧಿಕಾರಿಗಳು ಉಪಸ್ಥಿತರಿದ್ದರು. ಸಖಿ ಒನ್ ಸ್ಟಾಪ್ ಸೆಂಟರ್ ಮೂಲಕ ನೊಂದ ಮಹಿಳೆಯರಿಗೆ ನೆರವು ನೀಡಬೇಕು. ಬಾಲ ನ್ಯಾಯ ಮಂಡಳಿಯ ಪ್ರಕರಣಗಳ ವಿಲೇವಾರಿಗೆ ಆದ್ಯತೆ ನೀಡಬೇಕು ಎಂದು ಸೂಚಿಸಿದರು. xyxy=(24,1259,364,1367)
drugs-body: ಮಹಾರಾಷ್ಟ್ರ ಸಾಂಗ್ಲಿ ಪ್ರಕರಣದಲ್ಲಿ ಮುಖ್ಯ ಪೊಲೀಸರಿಂದ ಬಂಧನವಾಗಿರುವ ಲಿಂಗರಾಜ ಕಣ್ಣಿ ಪ್ರಕರಣವನ್ನು ಸಿಐಡಿ ತನಿಖೆ ನೀಡಲಿ, ಇತರೆ ಸ್ಥಳೀಯ ಮಟ್ಟದಲ್ಲಿ ನಡೆದ ಡ್ರಗ್ಸ್ ಪ್ರಕರಣಗಳ ಬಗ್ಗೆಯೂ ಪಾರದರ್ಶಕ ತನಿಖೆ ನಡೆಸಲಿ ಎಂದು ರಾಜ್ಯ ಸರ್ಕಾರಕ್ಕೆ ಪತ್ರ ಬರೆಯುವೆ ಎಂದು ಕಲಬುರಗಿ ದಕ್ಷಿಣ ಶಾಸಕ ಅಲ್ಲಮಪ್ರಭು ಪಾಟೀಲ್ ಹೇಳಿದರು. ನಗರದಲ್ಲಿ ಸುದ್ದಿಗೋಷ್ಠಿಯಲ್ಲಿ ಮಾತನಾಡಿದ ಅವರು, ಲಿಂಗರಾಜ ಕಣ್ಣಿ ನಮ್ಮ ಅಪ್ತ ಎಂದೆಲ್ಲಾ ಬಿಂಬಿಸಲಾಗುತ್ತಿದೆ. ಇದರಲ್ಲಿ ಸತ್ಯಾಂಶವಿಲ್ಲ. ಯಾರೇ ತಪ್ಪು ಮಾಡಿದರೂ ಕಾನೂನಿನ ಪ್ರಕಾರ ಕ್ರಮವಾಗಲಿ. ಕಾನೂನಿಗಿಂತ ಯಾರೂ ದೊಡ್ಡವರಲ್ಲ. ಡ್ರಗ್ಸ್ ದಂಧೆ ಸಮಾಜಕ್ಕೆ ಮಾರಕವಾಗಿದ್ದು, ಯುವ ಜನತೆ ಇದರಿಂದ ದಾರಿ ತಪ್ಪುತ್ತಿದ್ದಾರೆ. ಇದನ್ನು ಬೇರು ಸಮೇತ ಕಿತ್ತೊಗೆಯಬೇಕು. ಪೊಲೀಸ್ ಇಲಾಖೆ ಕಟ್ಟುನಿಟ್ಟಿನ ಕ್ರಮ ಕೈಗೊಳ್ಳಬೇಕು. ಕಲಬುರಗಿಯಲ್ಲಿ ನಡೆದ ಪ್ರಕರಣಗಳ ಬಗ್ಗೆ ಸಮಗ್ರ ತನಿಖೆಗೆ ಒತ್ತಾಯಿಸುವೆ. ರಾಜಕೀಯ ಉದ್ದೇಶಕ್ಕೆ ಈ ಪ್ರಕರಣ ಬಳಸುವುದು ಸರಿಯಲ್ಲ. ಸರ್ಕಾರ ಹಾಗೂ ಪೊಲೀಸರು ನಿಷ್ಪಕ್ಷಪಾತವಾಗಿ ತನಿಖೆ ನಡೆಸಬೇಕು. ಈಗಾಗಲೇ ಗೃಹ ಸಚಿವರ ಗಮನಕ್ಕೆ ತರಲಾಗಿದೆ. ಶಿಕ್ಷಣ ಸಂಸ್ಥೆಗಳ ಆವರಣದಲ್ಲಿ ಮಾದಕ ವಸ್ತು ಮಾರಾಟದ ಮೇಲೆ ನಿಗಾ ವಹಿಸಬೇಕು. ಪೋಷಕರು ಮಕ್ಕಳ ಚಲನವಲನದ ಬಗ್ಗೆ ಎಚ್ಚರ ವಹಿಸಬೇಕು. ಮರಾಠಾ ಮಹಾಮಂಡಳದ ಅಧ್ಯಕ್ಷರಾಗಿ ನೇಮಕಗೊಂಡವರ ಸಾಧನೆಗಳನ್ನು ಗಮನಿಸಬೇಕು ಎಂದರು. ಈ ಸಂದರ್ಭದಲ್ಲಿ ಡಾ.ಕಿರಣ್ ದೇಶಮುಖ, ಲಿಂಗರಾಜ ತಾರಫೈಲ್, ಶಾಮ್ ನಾಟೀಕರ್ ಸೇರಿ ಅನೇಕರು ಇದ್ದರು. xyxy=(24,680,252,818)
tender-date-3: 30.07.2025 ಮಧ್ಯಾಹ್ನ 12-30ಕ್ಕೆ xyxy=(828,1276,911,1283)
child-headline-2: ಕಾರ್ಯವಾಗಲಿ : ಜಿಲ್ಲಾಧಿಕಾರಿ ಪ್ರಶಾಂತ್ xyxy=(24,1104,245,1124)
masthead-rule xyxy=(20,108,932,111)
twitter-link[interactable] xyxy=(632,84,768,95)
cities-row-2: • ರಾಯಚೂರು • ಕೊಪ್ಪಳ • ಯಾದಗಿರಿ • ಕಲಬುರಗಿ • ಬಳ್ಳಾರಿ • ವಿಜಯನಗರ • ಬೀದರ xyxy=(302,85,544,94)
tender-label-3: 4. ಟೆಂಡರ್ ಆರ್ಥಿಕ ಬಿಡ್ ತೆರೆಯುವ xyxy=(710,1296,776,1302)
tender-date: ದಿನಾಂಕ: 15.07.2025 xyxy=(852,1104,901,1110)
child-photo xyxy=(24,1134,364,1244)
tender-date-4: 30.07.2025 ಮಧ್ಯಾಹ್ನ 1-00ಕ್ಕೆ xyxy=(828,1286,907,1293)
lead-photo-banner xyxy=(488,276,688,296)
drugs-headline-2: ಅಲ್ಲಮಪ್ರಭು ಪಾಟೀಲ್ xyxy=(24,640,159,661)
lead-headline-2: 20 ಸಾವಿರ ರೈತರು ಆತ್ಮಹತ್ಯೆ : ಮರಳಿ xyxy=(262,202,678,241)
tender-office: ಪುರಸಭೆ ಕಾರ್ಯಾಲಯ ಲಿಂಗಸುಗೂರು xyxy=(749,1087,885,1100)
ayush-headline-2: ಕಡಿವಾಣಕ್ಕೆ ಎಂ.ಎಲ್.ಸಿ ಬಯ್ಯಾಪೂರಗೆ ಮನವಿ xyxy=(376,1099,608,1117)
